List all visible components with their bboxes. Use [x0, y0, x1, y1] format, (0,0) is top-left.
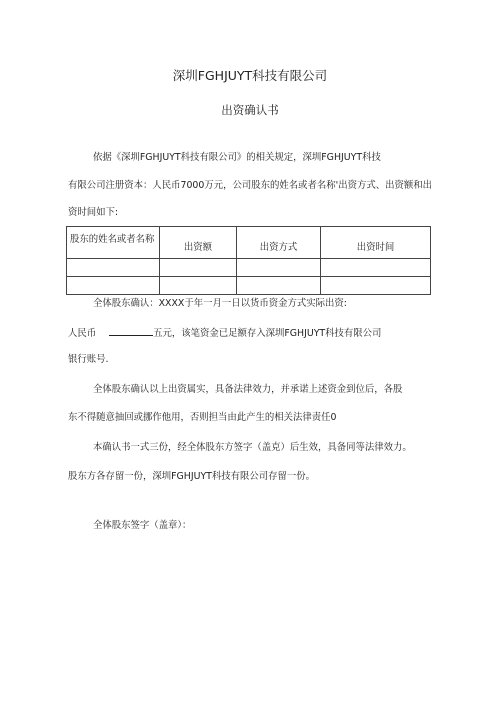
- document-title: 深圳FGHJUYT科技有限公司: [172, 68, 328, 83]
- table-header-row: [67, 227, 431, 259]
- table-cell: [160, 277, 237, 295]
- intro-line-2: 有限公司注册资本：人民币7000万元，公司股东的姓名或者名称'出资方式、出资额和出: [68, 180, 432, 191]
- amount-suffix: 五元，该笔资金已足额存入深圳FGHJUYT科技有限公司: [153, 328, 382, 339]
- table-cell: [237, 277, 321, 295]
- para3-line-2: 东不得随意抽回或挪作他用，否则担当由此产生的相关法律责任0: [68, 412, 337, 423]
- para4-line-2: 股东方各存留一份，深圳FGHJUYT科技有限公司存留一份。: [68, 471, 316, 482]
- intro-line-1: 依据《深圳FGHJUYT科技有限公司》的相关规定，深圳FGHJUYT科技: [93, 152, 381, 163]
- table-cell: [237, 259, 321, 277]
- header-contribution-amount: 出资额: [160, 227, 237, 259]
- amount-blank: [109, 326, 153, 336]
- table-cell: [160, 259, 237, 277]
- table-cell: [321, 259, 431, 277]
- header-contribution-time: 出资时间: [321, 227, 431, 259]
- table-cell: [321, 277, 431, 295]
- para3-line-1: 全体股东确认以上出资属实，具备法律效力，并承诺上述资金到位后，各股: [93, 384, 403, 395]
- signature-line: 全体股东签字（盖章）：: [93, 520, 192, 531]
- amount-prefix: 人民币: [68, 328, 97, 339]
- header-shareholder-name: 股东的姓名或者名称: [67, 227, 160, 259]
- table-row: [67, 277, 431, 295]
- table-cell: [67, 277, 160, 295]
- document-subtitle: 出资确认书: [221, 103, 279, 117]
- intro-line-3: 资时间如下:: [68, 207, 119, 218]
- confirm-line-1: 全体股东确认：XXXX于年一月一日以货币资金方式实际出资:: [93, 298, 347, 309]
- confirm-line-3: 银行账号.: [68, 354, 109, 365]
- shareholder-table: [66, 226, 431, 295]
- confirm-amount-line: [68, 326, 381, 340]
- para4-line-1: 本确认书一式三份，经全体股东方签字（盖克）后生效，具备同等法律效力。: [93, 442, 412, 453]
- header-contribution-method: 出资方式: [237, 227, 321, 259]
- table-cell: [67, 259, 160, 277]
- table-row: [67, 259, 431, 277]
